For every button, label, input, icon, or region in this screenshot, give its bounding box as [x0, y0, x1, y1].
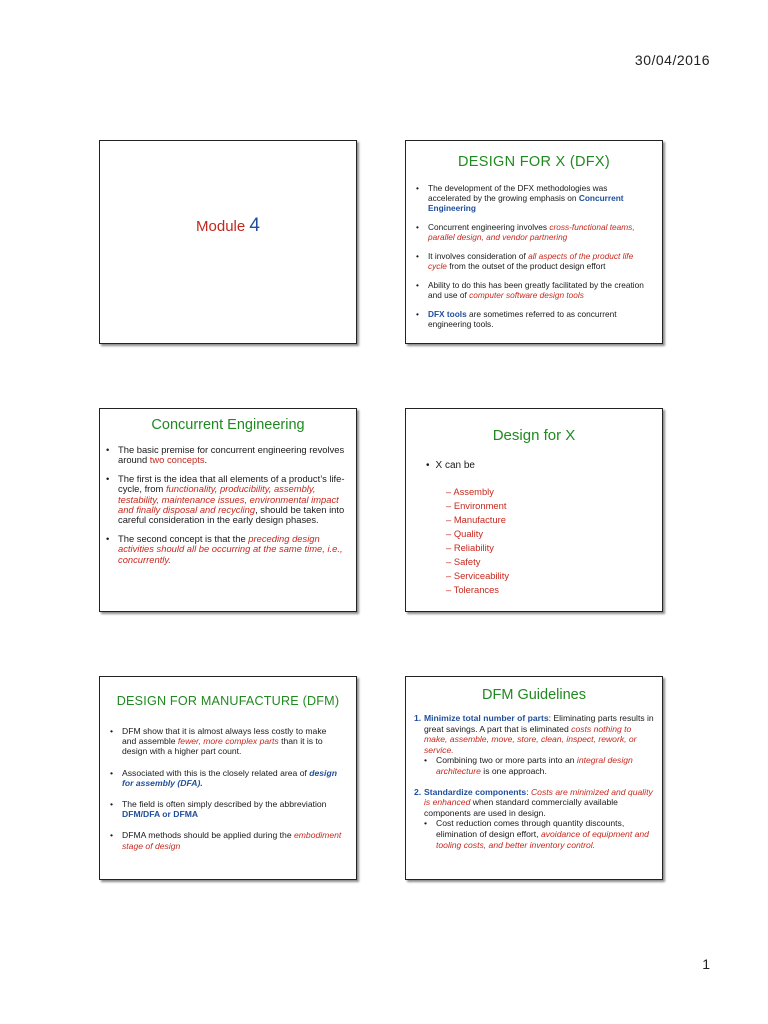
- slide-dfm: [99, 676, 357, 880]
- slide-dfx: [405, 140, 663, 344]
- slide-module: [99, 140, 357, 344]
- list-item: • The second concept is that the preceding design activities should all be occurring at the same time, i.e., concurrently.: [106, 534, 346, 565]
- list-item: • Cost reduction comes through quantity discounts, elimination of design effort, avoidance of equipment and tooling costs, and better inventory control.: [424, 818, 654, 850]
- list-item: – Safety: [446, 555, 662, 569]
- guidelines: [406, 713, 662, 850]
- bullet-list: [100, 726, 356, 851]
- list-item: • DFX tools are sometimes referred to as concurrent engineering tools.: [416, 309, 652, 329]
- list-item: – Tolerances: [446, 583, 662, 597]
- slide-title: Design for X: [492, 427, 576, 444]
- list-item: • The basic premise for concurrent engineering revolves around two concepts.: [106, 445, 346, 466]
- list-item: • The development of the DFX methodologies was accelerated by the growing emphasis on Concurrent Engineering: [416, 183, 652, 213]
- list-item: • Concurrent engineering involves cross-functional teams, parallel design, and vendor partnering: [416, 222, 652, 242]
- bullet-list: [406, 183, 662, 329]
- guideline-1: 1. Minimize total number of parts: Eliminating parts results in great savings. A part that is eliminated costs nothing to make, assemble, move, store, clean, inspect, rework, or service. • Combining two or more parts into an integral design architecture is one approach.: [414, 713, 654, 777]
- slide-dfm-guidelines: [405, 676, 663, 880]
- list-item: – Reliability: [446, 541, 662, 555]
- list-item: – Manufacture: [446, 513, 662, 527]
- slide-design-for-x: [405, 408, 663, 612]
- list-item: • The first is the idea that all elements of a product’s life-cycle, from functionality, producibility, assembly, testability, maintenance issues, environmental impact and finally disposal and recycling, should be taken into careful consideration in the early design phases.: [106, 474, 346, 526]
- slide-title: Concurrent Engineering: [151, 417, 305, 433]
- module-number: 4: [249, 215, 260, 236]
- slide-title: DFM Guidelines: [482, 687, 586, 703]
- module-title: [100, 215, 356, 237]
- page-number: 1: [702, 956, 710, 972]
- list-item: – Assembly: [446, 485, 662, 499]
- list-item: – Environment: [446, 499, 662, 513]
- list-item: • Ability to do this has been greatly facilitated by the creation and use of computer software design tools: [416, 280, 652, 300]
- module-word: Module: [196, 218, 250, 235]
- list-item: – Quality: [446, 527, 662, 541]
- lead-text: • X can be: [406, 460, 662, 471]
- dash-list: [406, 485, 662, 597]
- list-item: • Combining two or more parts into an integral design architecture is one approach.: [424, 755, 654, 776]
- slide-concurrent-engineering: [99, 408, 357, 612]
- list-item: • DFMA methods should be applied during the embodiment stage of design: [110, 830, 342, 850]
- slide-title: DESIGN FOR MANUFACTURE (DFM): [116, 694, 340, 708]
- list-item: • DFM show that it is almost always less costly to make and assemble fewer, more complex parts than it is to design with a higher part count.: [110, 726, 342, 757]
- list-item: • It involves consideration of all aspects of the product life cycle from the outset of the product design effort: [416, 251, 652, 271]
- list-item: • The field is often simply described by the abbreviation DFM/DFA or DFMA: [110, 799, 342, 819]
- date-header: 30/04/2016: [634, 52, 710, 68]
- list-item: – Serviceability: [446, 569, 662, 583]
- guideline-2: 2. Standardize components: Costs are minimized and quality is enhanced when standard commercially available components are used in design. • Cost reduction comes through quantity discounts, elimination of design effort, avoidance of equipment and tooling costs, and better inventory control.: [414, 787, 654, 851]
- slide-title: DESIGN FOR X (DFX): [457, 154, 610, 170]
- list-item: • Associated with this is the closely related area of design for assembly (DFA).: [110, 768, 342, 788]
- bullet-list: [100, 445, 356, 565]
